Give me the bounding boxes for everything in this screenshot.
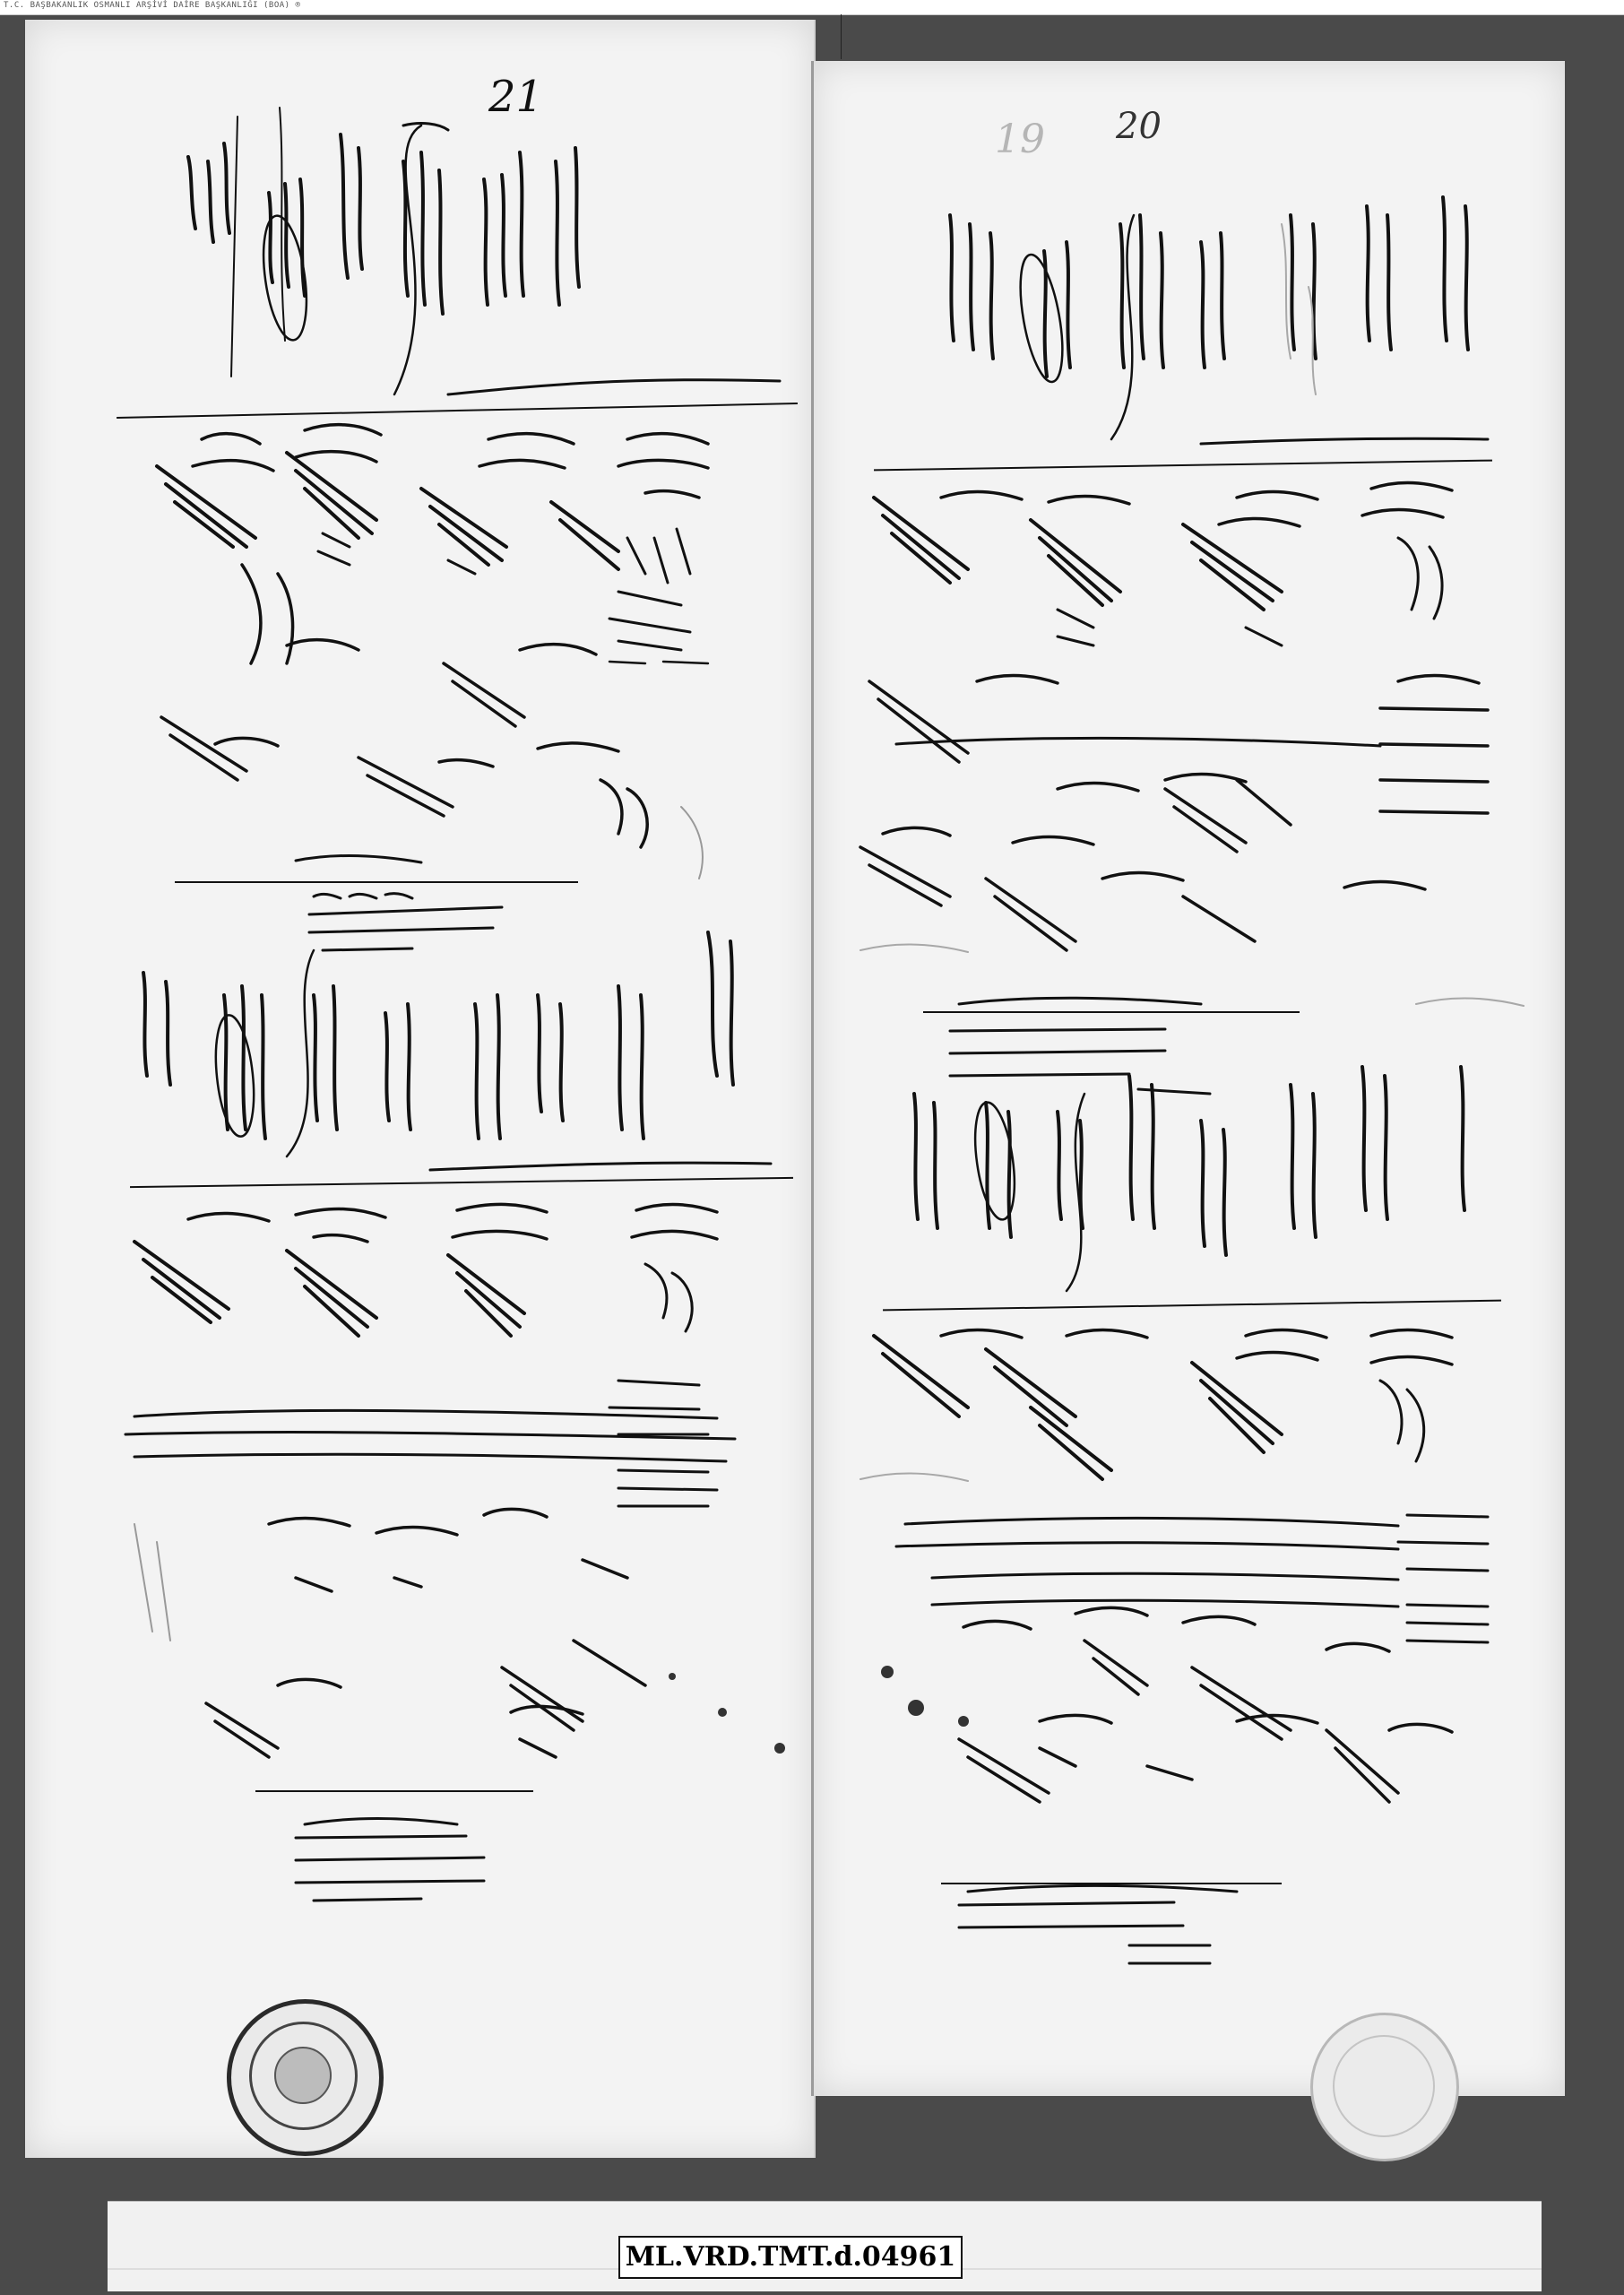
folio-number-right: 20	[1116, 106, 1162, 147]
seal-core	[274, 2047, 332, 2104]
folio-number-left: 21	[488, 72, 544, 122]
archive-seal-stamp-faded	[1310, 2013, 1459, 2161]
folio-number-faded: 19	[995, 117, 1045, 162]
archive-seal-stamp	[227, 1999, 384, 2156]
seal-inner-ring-faded	[1333, 2035, 1435, 2137]
archive-shelfmark-label: ML.VRD.TMT.d.04961	[618, 2236, 963, 2279]
archive-header-text: T.C. BAŞBAKANLIK OSMANLI ARŞİVİ DAİRE BAŞKANLIĞI (BOA) ®	[4, 1, 301, 10]
